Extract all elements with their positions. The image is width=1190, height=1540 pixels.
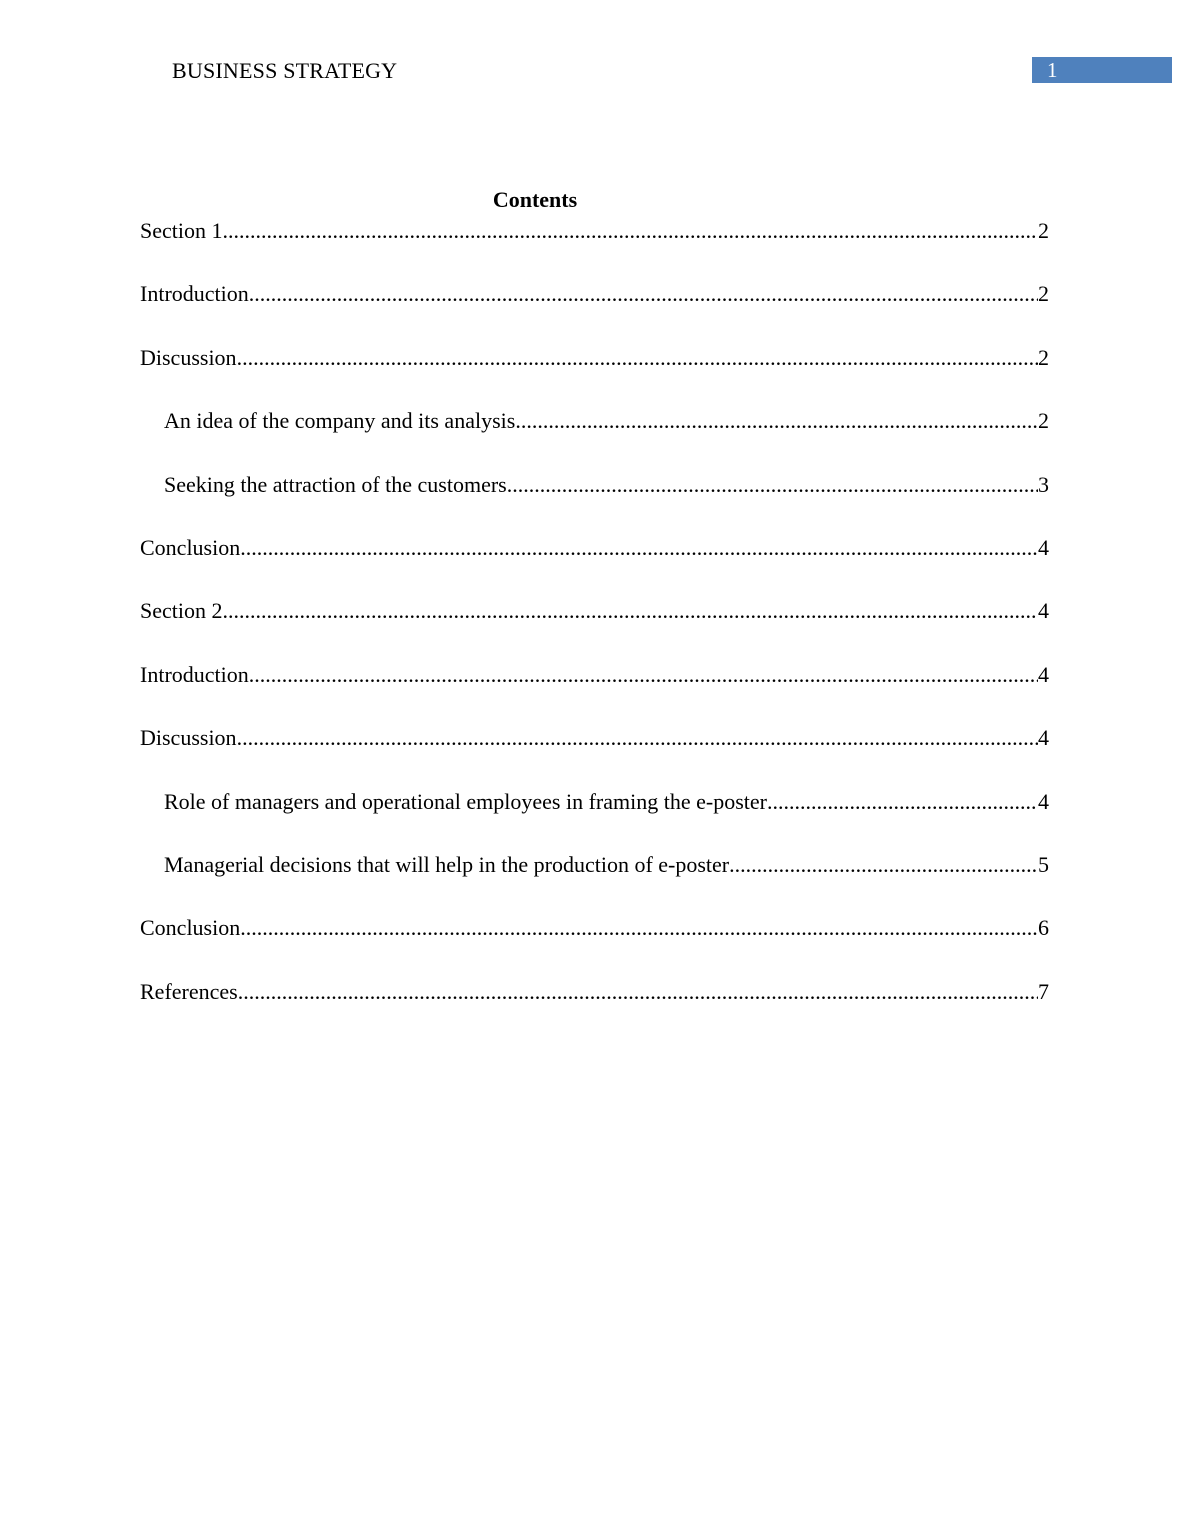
toc-entry-label: Role of managers and operational employees in framing the e-poster: [164, 788, 767, 814]
toc-entry[interactable]: [140, 344, 1049, 407]
toc-entry-label: Section 2: [140, 598, 223, 624]
toc-entry-label: Discussion: [140, 725, 237, 751]
toc-entry-label: Introduction: [140, 661, 249, 687]
toc-entry[interactable]: [140, 217, 1049, 280]
toc-entry[interactable]: [140, 914, 1049, 977]
toc-dot-leader: [249, 280, 1038, 308]
toc-entry[interactable]: [140, 724, 1049, 787]
toc-dot-leader: [237, 724, 1038, 752]
toc-entry[interactable]: [140, 788, 1049, 851]
toc-dot-leader: [249, 661, 1038, 689]
toc-dot-leader: [729, 851, 1038, 879]
running-head: BUSINESS STRATEGY: [172, 58, 398, 83]
toc-entry-page: 4: [1038, 661, 1049, 687]
toc-entry[interactable]: [140, 534, 1049, 597]
toc-entry-label: Seeking the attraction of the customers: [164, 471, 507, 497]
toc-entry[interactable]: [140, 978, 1049, 1041]
toc-entry-page: 5: [1038, 851, 1049, 877]
toc-entry-page: 6: [1038, 915, 1049, 941]
toc-entry-label: Discussion: [140, 344, 237, 370]
toc-entry-label: Managerial decisions that will help in the production of e-poster: [164, 851, 730, 877]
toc-entry-label: An idea of the company and its analysis: [164, 408, 516, 434]
toc-dot-leader: [223, 597, 1039, 625]
toc-dot-leader: [238, 978, 1038, 1006]
toc-entry[interactable]: [140, 851, 1049, 914]
toc-dot-leader: [237, 344, 1038, 372]
page-number-box: [1032, 57, 1172, 83]
toc-entry-page: 2: [1038, 281, 1049, 307]
toc-entry-page: 4: [1038, 788, 1049, 814]
toc-dot-leader: [240, 534, 1038, 562]
toc-entry[interactable]: [140, 661, 1049, 724]
toc-entry-page: 4: [1038, 598, 1049, 624]
toc-entry-label: References: [140, 978, 238, 1004]
toc-entry-page: 3: [1038, 471, 1049, 497]
toc-entry-page: 4: [1038, 534, 1049, 560]
toc-entry-page: 2: [1038, 344, 1049, 370]
toc-entry[interactable]: [140, 597, 1049, 660]
page-number: 1: [1047, 58, 1058, 82]
table-of-contents: [140, 217, 1049, 1041]
toc-dot-leader: [767, 788, 1038, 816]
toc-dot-leader: [507, 471, 1038, 499]
toc-dot-leader: [240, 914, 1038, 942]
toc-dot-leader: [223, 217, 1039, 245]
toc-entry-page: 7: [1038, 978, 1049, 1004]
toc-entry[interactable]: [140, 471, 1049, 534]
toc-entry-label: Conclusion: [140, 534, 241, 560]
toc-entry-label: Introduction: [140, 281, 249, 307]
toc-entry-page: 2: [1038, 408, 1049, 434]
toc-entry-label: Section 1: [140, 218, 223, 243]
toc-entry[interactable]: [140, 407, 1049, 470]
toc-entry-label: Conclusion: [140, 915, 241, 941]
toc-entry[interactable]: [140, 280, 1049, 343]
toc-dot-leader: [515, 407, 1038, 435]
toc-entry-page: 4: [1038, 725, 1049, 751]
toc-title: Contents: [492, 187, 578, 212]
toc-entry-page: 2: [1038, 218, 1049, 243]
